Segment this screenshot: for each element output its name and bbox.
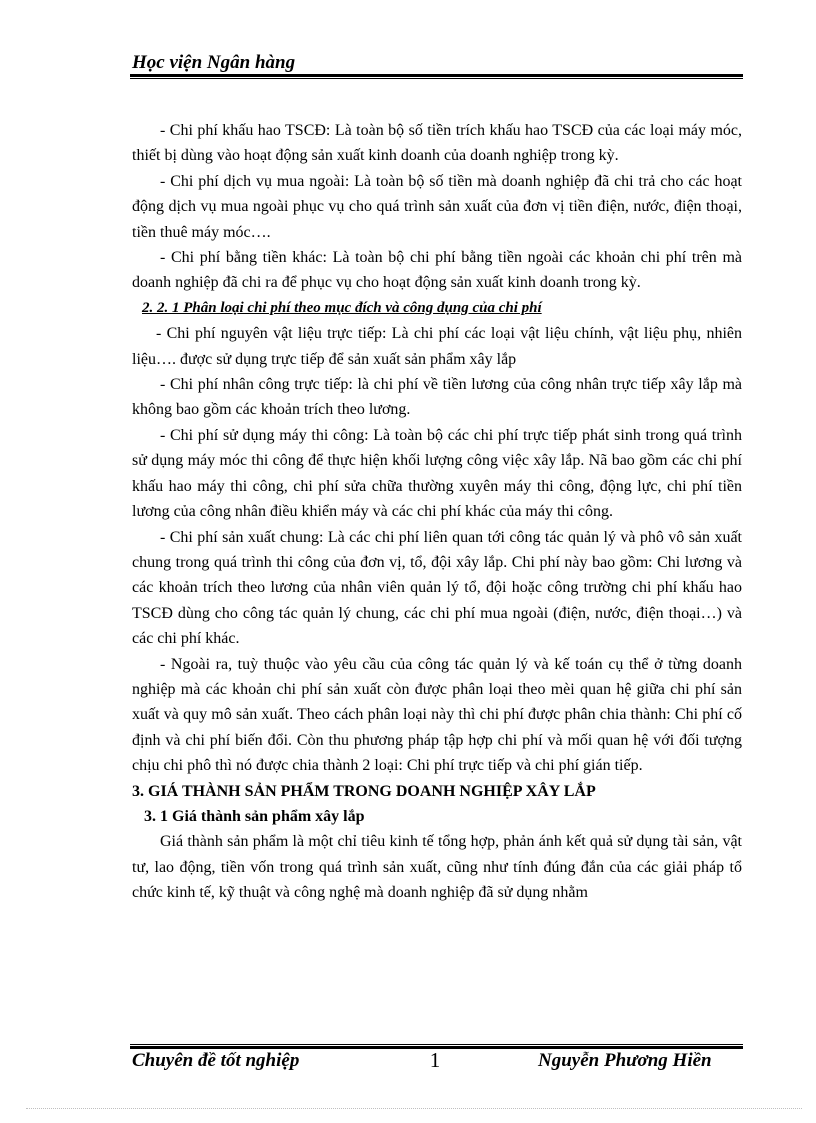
paragraph-product-cost-definition: Giá thành sản phẩm là một chỉ tiêu kinh tế tổng hợp, phản ánh kết quả sử dụng tài sản, vật tư, lao động, tiền vốn trong quá trình sản xuất, cũng như tính đúng đắn của các giải pháp tổ chức kinh tế, kỹ thuật và công nghệ mà doanh nghiệp đã sử dụng nhằm (132, 833, 742, 902)
section-heading-3: 3. GIÁ THÀNH SẢN PHẨM TRONG DOANH NGHIỆP XÂY LẮP (132, 782, 596, 800)
paragraph-other-classifications: - Ngoài ra, tuỳ thuộc vào yêu cầu của công tác quản lý và kế toán cụ thể ở từng doanh nghiệp mà các khoản chi phí sản xuất còn được phân loại theo mèi quan hệ giữa chi phí sản xuất và quy mô sản xuất. Theo cách phân loại này thì chi phí được phân chia thành: Chi phí cố định và chi phí biến đổi. Còn thu phương pháp tập hợp chi phí và mối quan hệ với đối tượng chịu chi phô thì nó được chia thành 2 loại: Chi phí trực tiếp và chi phí gián tiếp. (132, 655, 742, 775)
paragraph-machine-usage-cost: - Chi phí sử dụng máy thi công: Là toàn bộ các chi phí trực tiếp phát sinh trong quá trình sử dụng máy móc thi công để thực hiện khối lượng công việc xây lắp. Nã bao gồm các chi phí khấu hao máy thi công, chi phí sửa chữa thường xuyên máy thi công, động lực, chi phí tiền lương của công nhân điều khiển máy và các chi phí khác của máy thi công. (132, 426, 742, 521)
header-title: Học viện Ngân hàng (132, 52, 296, 73)
document-body (132, 118, 742, 906)
paragraph-direct-material-cost: - Chi phí nguyên vật liệu trực tiếp: Là chi phí các loại vật liệu chính, vật liệu phụ, nhiên liệu…. được sử dụng trực tiếp để sản xuất sản phẩm xây lắp (132, 325, 742, 368)
footer-thesis-label: Chuyên đề tốt nghiệp (132, 1050, 300, 1071)
page-edge-divider (26, 1108, 802, 1109)
paragraph-general-production-cost: - Chi phí sản xuất chung: Là các chi phí liên quan tới công tác quản lý và phô vô sản xuất chung trong quá trình thi công của đơn vị, tổ, đội xây lắp. Chi phí này bao gồm: Chi lương và các khoản trích theo lương của nhân viên quản lý tổ, đội hoặc công trường chi phí khấu hao TSCĐ dùng cho công tác quản lý chung, các chi phí mua ngoài (điện, nước, điện thoại…) và các chi phí khác. (132, 528, 742, 648)
section-heading-2-2-1: 2. 2. 1 Phân loại chi phí theo mục đích và công dụng của chi phí (142, 299, 542, 316)
section-heading-3-1: 3. 1 Giá thành sản phẩm xây lắp (144, 807, 365, 825)
paragraph-other-cash-cost: - Chi phí bằng tiền khác: Là toàn bộ chi phí bằng tiền ngoài các khoản chi phí trên mà doanh nghiệp đã chi ra để phục vụ cho hoạt động sản xuất kinh doanh trong kỳ. (132, 249, 742, 292)
page-number: 1 (429, 1048, 441, 1072)
header-rule (130, 74, 743, 79)
paragraph-depreciation-cost: - Chi phí khấu hao TSCĐ: Là toàn bộ số tiền trích khấu hao TSCĐ của các loại máy móc, thiết bị dùng vào hoạt động sản xuất kinh doanh của doanh nghiệp trong kỳ. (132, 122, 742, 165)
footer-author: Nguyễn Phương Hiền (538, 1050, 712, 1071)
paragraph-direct-labor-cost: - Chi phí nhân công trực tiếp: là chi phí về tiền lương của công nhân trực tiếp xây lắp mà không bao gồm các khoản trích theo lương. (132, 376, 742, 419)
paragraph-outsourced-services-cost: - Chi phí dịch vụ mua ngoài: Là toàn bộ số tiền mà doanh nghiệp đã chi trả cho các hoạt động dịch vụ mua ngoài phục vụ cho quá trình sản xuất của đơn vị tiền điện, nước, điện thoại, tiền thuê máy móc…. (132, 172, 742, 241)
